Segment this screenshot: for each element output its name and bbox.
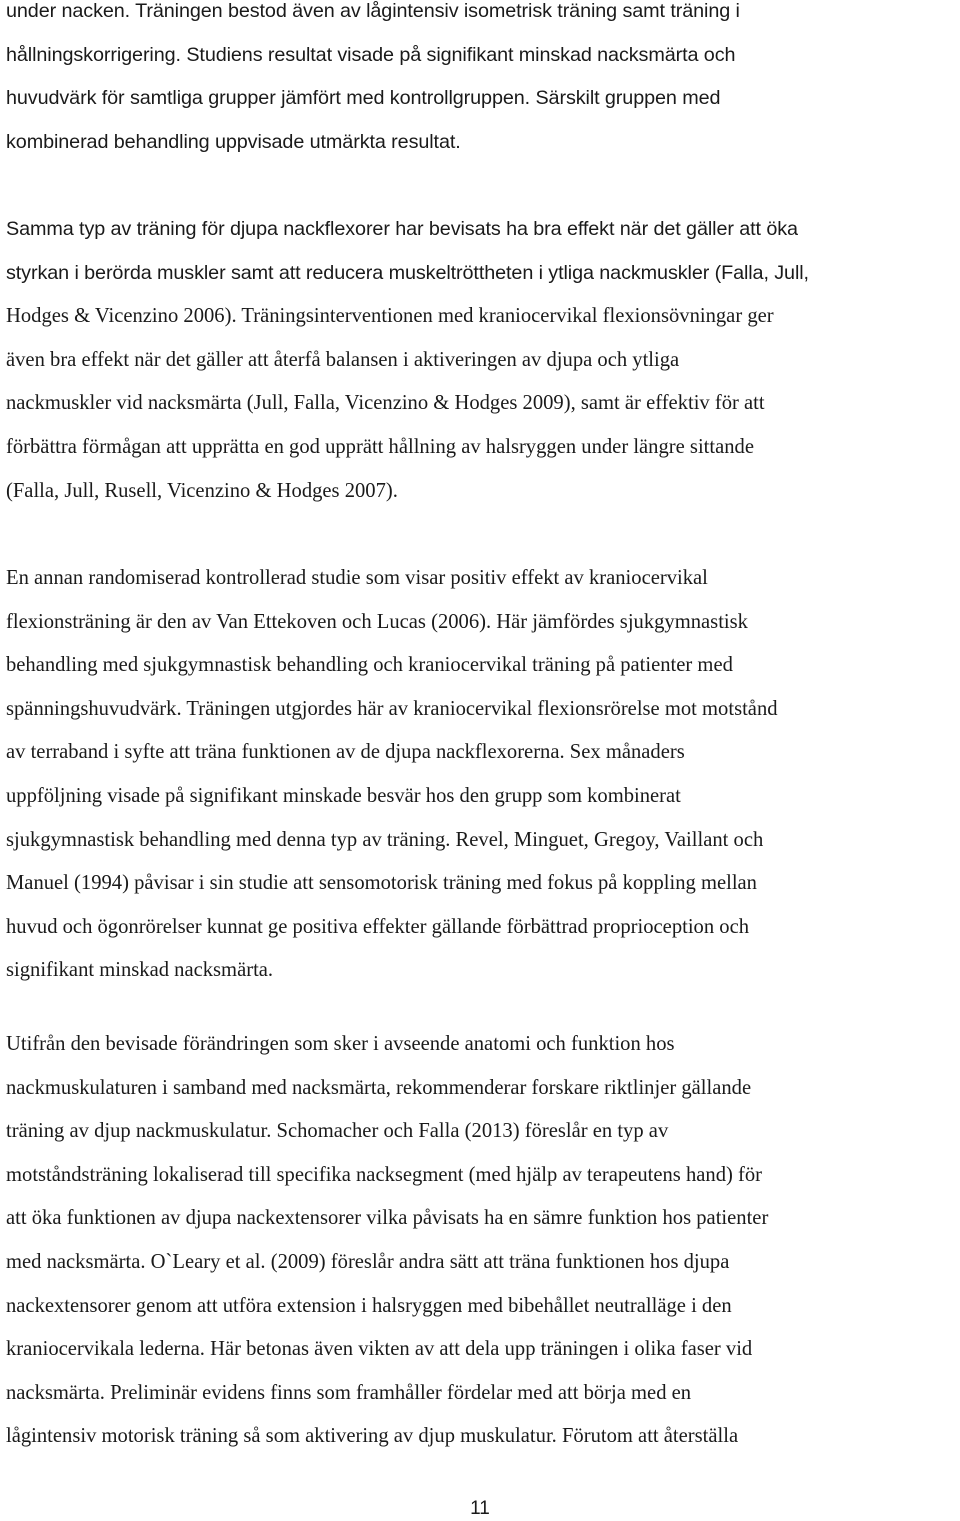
paragraph-4 bbox=[6, 1023, 956, 1459]
text-line: förbättra förmågan att upprätta en god upprätt hållning av halsryggen under längre sittande bbox=[6, 435, 754, 458]
text-line: styrkan i berörda muskler samt att reducera muskeltröttheten i ytliga nackmuskler (Falla, Jull, bbox=[6, 261, 809, 284]
paragraph-3 bbox=[6, 557, 956, 993]
text-line: behandling med sjukgymnastisk behandling och kraniocervikal träning på patienter med bbox=[6, 654, 733, 677]
text-line: flexionsträning är den av Van Ettekoven och Lucas (2006). Här jämfördes sjukgymnastisk bbox=[6, 610, 748, 633]
text-line: nackmuskulaturen i samband med nacksmärta, rekommenderar forskare riktlinjer gällande bbox=[6, 1076, 752, 1099]
text-line: Samma typ av träning för djupa nackflexorer har bevisats ha bra effekt när det gäller att öka bbox=[6, 218, 798, 240]
text-line: kombinerad behandling uppvisade utmärkta resultat. bbox=[6, 130, 461, 153]
text-line: Utifrån den bevisade förändringen som sker i avseende anatomi och funktion hos bbox=[6, 1033, 675, 1055]
text-line: sjukgymnastisk behandling med denna typ av träning. Revel, Minguet, Gregoy, Vaillant och bbox=[6, 828, 764, 851]
text-line: nackmuskler vid nacksmärta (Jull, Falla, Vicenzino & Hodges 2009), samt är effektiv för att bbox=[6, 392, 765, 415]
text-line: huvud och ögonrörelser kunnat ge positiva effekter gällande förbättrad proprioception och bbox=[6, 915, 750, 938]
text-line: lågintensiv motorisk träning så som aktivering av djup muskulatur. Förutom att återställa bbox=[6, 1425, 739, 1448]
text-line: även bra effekt när det gäller att återfå balansen i aktiveringen av djupa och ytliga bbox=[6, 348, 680, 371]
text-line: Manuel (1994) påvisar i sin studie att sensomotorisk träning med fokus på koppling mellan bbox=[6, 872, 757, 895]
paragraph-2 bbox=[6, 208, 956, 513]
paragraph-1 bbox=[6, 0, 956, 164]
text-line: nacksmärta. Preliminär evidens finns som framhåller fördelar med att börja med en bbox=[6, 1381, 692, 1404]
text-line: spänningshuvudvärk. Träningen utgjordes här av kraniocervikal flexionsrörelse mot motstånd bbox=[6, 697, 778, 720]
text-line: huvudvärk för samtliga grupper jämfört med kontrollgruppen. Särskilt gruppen med bbox=[6, 87, 721, 110]
text-line: under nacken. Träningen bestod även av lågintensiv isometrisk träning samt träning i bbox=[6, 0, 740, 22]
text-line: Hodges & Vicenzino 2006). Träningsinterventionen med kraniocervikal flexionsövningar ger bbox=[6, 305, 774, 328]
text-line: (Falla, Jull, Rusell, Vicenzino & Hodges 2007). bbox=[6, 479, 398, 502]
text-line: signifikant minskad nacksmärta. bbox=[6, 959, 274, 982]
text-line: att öka funktionen av djupa nackextensorer vilka påvisats ha en sämre funktion hos patienter bbox=[6, 1207, 769, 1230]
page-number: 11 bbox=[470, 1498, 490, 1519]
text-line: av terraband i syfte att träna funktionen av de djupa nackflexorerna. Sex månaders bbox=[6, 741, 685, 764]
text-line: med nacksmärta. O`Leary et al. (2009) föreslår andra sätt att träna funktionen hos djupa bbox=[6, 1250, 730, 1273]
text-line: En annan randomiserad kontrollerad studie som visar positiv effekt av kraniocervikal bbox=[6, 567, 708, 589]
text-line: uppföljning visade på signifikant minskade besvär hos den grupp som kombinerat bbox=[6, 784, 681, 807]
text-line: träning av djup nackmuskulatur. Schomacher och Falla (2013) föreslår en typ av bbox=[6, 1120, 669, 1143]
text-line: kraniocervikala lederna. Här betonas även vikten av att dela upp träningen i olika faser vid bbox=[6, 1338, 753, 1361]
text-line: motståndsträning lokaliserad till specifika nacksegment (med hjälp av terapeutens hand) för bbox=[6, 1163, 763, 1186]
text-line: nackextensorer genom att utföra extension i halsryggen med bibehållet neutralläge i den bbox=[6, 1294, 732, 1317]
text-line: hållningskorrigering. Studiens resultat visade på signifikant minskad nacksmärta och bbox=[6, 43, 736, 66]
